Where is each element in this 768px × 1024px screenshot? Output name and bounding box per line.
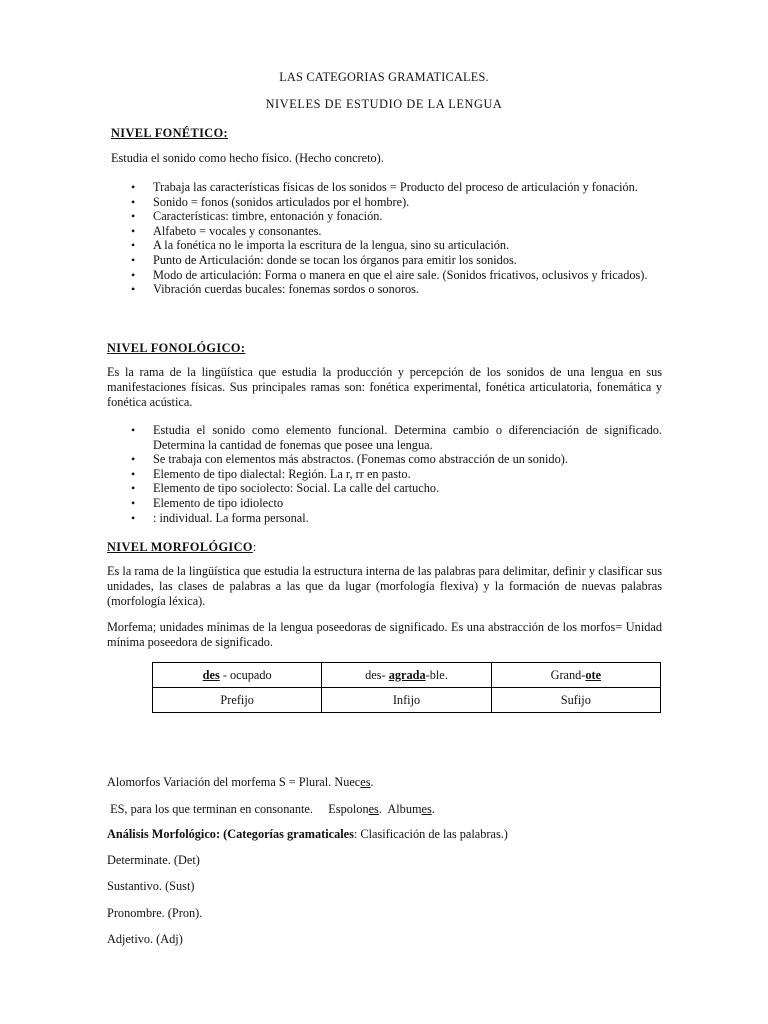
heading-nivel-fonologico: NIVEL FONOLÓGICO: bbox=[107, 341, 246, 355]
morfema-table bbox=[152, 662, 661, 713]
morfema-bold: agrada bbox=[388, 667, 426, 682]
list-item: • Características: timbre, entonación y fonación. bbox=[107, 209, 662, 224]
categoria-determinante: Determinate. (Det) bbox=[107, 853, 200, 867]
list-item: • Sonido = fonos (sonidos articulados por el hombre). bbox=[107, 195, 662, 210]
morfologico-intro: Es la rama de la lingüística que estudia la estructura interna de las palabras para delimitar, definir y clasificar sus unidades, las clases de palabras a las que da lugar (morfología flexiva) y la formación de nuevas palabras (morfología léxica). bbox=[107, 564, 662, 608]
table-row bbox=[153, 663, 661, 688]
analisis-morfologico bbox=[107, 827, 667, 842]
list-item: • A la fonética no le importa la escritura de la lengua, sino su articulación. bbox=[107, 238, 662, 253]
document-title: LAS CATEGORIAS GRAMATICALES. bbox=[279, 70, 489, 84]
table-cell-prefijo: Prefijo bbox=[153, 688, 322, 713]
list-item: • Elemento de tipo idiolecto bbox=[107, 496, 662, 511]
fonologico-bullet-list bbox=[107, 423, 662, 525]
list-item: • Trabaja las características físicas de los sonidos = Producto del proceso de articulación y fonación. bbox=[107, 180, 662, 195]
table-cell-prefijo-example bbox=[153, 663, 322, 688]
fonologico-intro: Es la rama de la lingüística que estudia la producción y percepción de los sonidos de una lengua en sus manifestaciones físicas. Sus principales ramas son: fonética experimental, fonética articulatoria, fonemática y fonética acústica. bbox=[107, 365, 662, 409]
list-item: • : individual. La forma personal. bbox=[107, 511, 662, 526]
underlined-suffix: es bbox=[360, 775, 371, 789]
heading-nivel-fonetico: NIVEL FONÉTICO: bbox=[111, 126, 229, 140]
morfema-bold: des bbox=[202, 667, 220, 682]
analisis-rest: : Clasificación de las palabras.) bbox=[353, 827, 508, 841]
table-cell-sufijo-example bbox=[491, 663, 660, 688]
cell-text: Grand- bbox=[550, 667, 586, 682]
table-cell-infijo-example bbox=[322, 663, 491, 688]
list-item: • Elemento de tipo dialectal: Región. La r, rr en pasto. bbox=[107, 467, 662, 482]
alomorfos-line-1 bbox=[107, 775, 667, 790]
cell-text: des- bbox=[365, 667, 389, 682]
list-item: • Elemento de tipo sociolecto: Social. La calle del cartucho. bbox=[107, 481, 662, 496]
fonetico-bullet-list bbox=[107, 180, 662, 297]
document-subtitle: NIVELES DE ESTUDIO DE LA LENGUA bbox=[265, 97, 503, 111]
table-cell-sufijo: Sufijo bbox=[491, 688, 660, 713]
line-text: ES, para los que terminan en consonante. Espolon bbox=[107, 802, 369, 816]
alomorfos-line-2 bbox=[107, 802, 667, 817]
table-row bbox=[153, 688, 661, 713]
list-item: • Punto de Articulación: donde se tocan los órganos para emitir los sonidos. bbox=[107, 253, 662, 268]
analisis-bold: Análisis Morfológico: (Categorías gramaticales bbox=[107, 827, 354, 841]
line-text: . bbox=[370, 775, 374, 789]
morfema-bold: ote bbox=[585, 667, 602, 682]
fonetico-intro: Estudia el sonido como hecho físico. (Hecho concreto). bbox=[111, 151, 384, 165]
underlined-suffix: es bbox=[368, 802, 379, 816]
underlined-suffix: es bbox=[421, 802, 432, 816]
cell-text: - ocupado bbox=[219, 667, 272, 682]
list-item: • Alfabeto = vocales y consonantes. bbox=[107, 224, 662, 239]
categoria-sustantivo: Sustantivo. (Sust) bbox=[107, 879, 195, 893]
categoria-adjetivo: Adjetivo. (Adj) bbox=[107, 932, 183, 946]
table-cell-infijo: Infijo bbox=[322, 688, 491, 713]
morfema-definition: Morfema; unidades mínimas de la lengua poseedoras de significado. Es una abstracción de los morfos= Unidad mínima poseedora de significado. bbox=[107, 620, 662, 649]
line-text: Alomorfos Variación del morfema S = Plural. Nuec bbox=[107, 775, 361, 789]
cell-text: -ble. bbox=[425, 667, 448, 682]
list-item: • Se trabaja con elementos más abstractos. (Fonemas como abstracción de un sonido). bbox=[107, 452, 662, 467]
list-item: • Vibración cuerdas bucales: fonemas sordos o sonoros. bbox=[107, 282, 662, 297]
list-item: • Estudia el sonido como elemento funcional. Determina cambio o diferenciación de significado. Determina la cantidad de fonemas que posee una lengua. bbox=[107, 423, 662, 452]
list-item: • Modo de articulación: Forma o manera en que el aire sale. (Sonidos fricativos, oclusivos y fricados). bbox=[107, 268, 662, 283]
line-text: . Album bbox=[378, 802, 422, 816]
heading-nivel-morfologico bbox=[107, 540, 257, 555]
heading-text: NIVEL MORFOLÓGICO bbox=[107, 540, 253, 554]
heading-colon: : bbox=[252, 540, 257, 554]
categoria-pronombre: Pronombre. (Pron). bbox=[107, 906, 203, 920]
line-text: . bbox=[431, 802, 435, 816]
